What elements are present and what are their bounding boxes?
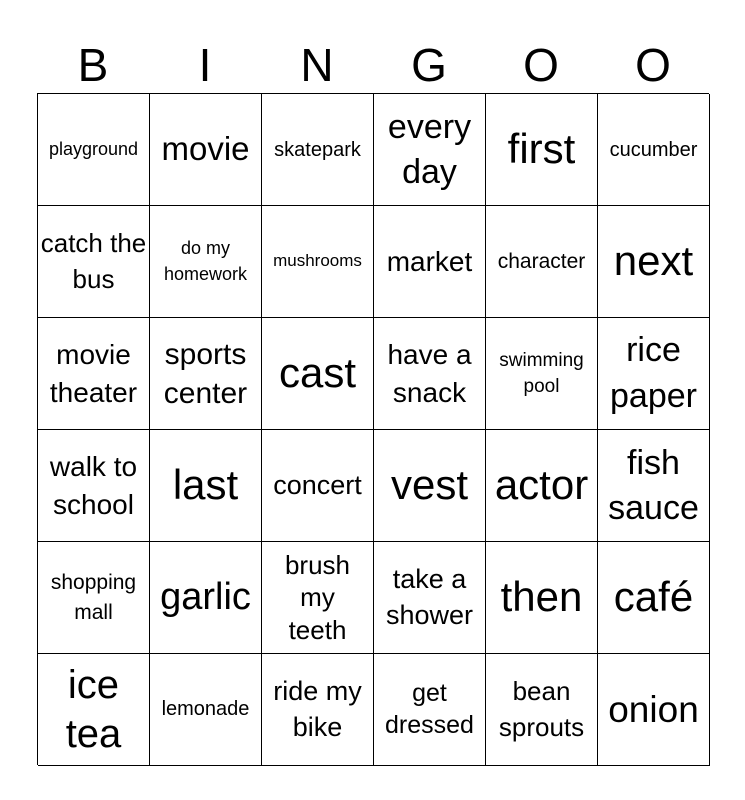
bingo-cell[interactable] <box>486 94 598 206</box>
bingo-board <box>37 93 709 765</box>
cell-text: skatepark <box>274 138 361 161</box>
cell-text: vest <box>390 461 469 509</box>
cell-text: have a snack <box>387 338 472 408</box>
bingo-cell[interactable] <box>374 318 486 430</box>
bingo-cell[interactable] <box>38 654 150 766</box>
bingo-cell[interactable] <box>374 206 486 318</box>
bingo-cell[interactable] <box>38 206 150 318</box>
bingo-cell[interactable] <box>150 318 262 430</box>
cell-text: walk to school <box>49 450 138 520</box>
cell-text: movie <box>161 130 250 168</box>
bingo-cell[interactable] <box>150 542 262 654</box>
bingo-cell[interactable] <box>486 542 598 654</box>
cell-text: market <box>386 245 473 277</box>
cell-text: café <box>613 573 694 621</box>
cell-text: mushrooms <box>273 251 362 271</box>
bingo-cell[interactable] <box>150 654 262 766</box>
cell-text: first <box>507 125 576 173</box>
bingo-cell[interactable] <box>38 318 150 430</box>
header-letter-o-2: O <box>635 39 671 91</box>
cell-text: every day <box>387 108 472 191</box>
cell-text: then <box>500 573 583 621</box>
header-letter-i: I <box>198 39 212 91</box>
cell-text: ride my bike <box>273 676 362 742</box>
bingo-cell[interactable] <box>262 542 374 654</box>
cell-text: shopping mall <box>50 571 137 624</box>
bingo-cell[interactable] <box>598 318 710 430</box>
cell-text: actor <box>494 461 589 509</box>
cell-text: next <box>613 237 694 285</box>
bingo-cell[interactable] <box>150 430 262 542</box>
bingo-cell[interactable] <box>150 94 262 206</box>
bingo-cell[interactable] <box>374 542 486 654</box>
cell-text: concert <box>273 470 362 501</box>
cell-text: cast <box>278 349 357 397</box>
cell-text: playground <box>48 139 139 160</box>
bingo-cell[interactable] <box>486 430 598 542</box>
cell-text: ice tea <box>65 662 122 756</box>
cell-text: fish sauce <box>608 444 699 527</box>
bingo-cell[interactable] <box>38 430 150 542</box>
bingo-cell[interactable] <box>262 206 374 318</box>
bingo-cell[interactable] <box>374 94 486 206</box>
bingo-cell[interactable] <box>38 94 150 206</box>
bingo-cell[interactable] <box>598 542 710 654</box>
cell-text: catch the bus <box>40 228 147 294</box>
header-letter-n: N <box>300 39 334 91</box>
cell-text: onion <box>608 688 699 730</box>
bingo-cell[interactable] <box>374 654 486 766</box>
bingo-cell[interactable] <box>262 94 374 206</box>
bingo-cell[interactable] <box>262 430 374 542</box>
bingo-cell[interactable] <box>598 206 710 318</box>
bingo-cell[interactable] <box>598 94 710 206</box>
cell-text: garlic <box>160 576 251 619</box>
bingo-cell[interactable] <box>150 206 262 318</box>
cell-text: take a shower <box>385 564 474 630</box>
header-letter-g: G <box>411 39 447 91</box>
bingo-cell[interactable] <box>38 542 150 654</box>
bingo-cell[interactable] <box>486 654 598 766</box>
cell-text: do my homework <box>163 237 248 284</box>
cell-text: get dressed <box>385 679 474 739</box>
bingo-cell[interactable] <box>486 318 598 430</box>
cell-text: lemonade <box>161 698 250 720</box>
bingo-cell[interactable] <box>486 206 598 318</box>
header-letter-b: B <box>77 39 109 91</box>
cell-text: bean sprouts <box>498 676 585 742</box>
cell-text: rice paper <box>610 330 697 415</box>
cell-text: movie theater <box>49 338 138 408</box>
bingo-cell[interactable] <box>598 654 710 766</box>
cell-text: swimming pool <box>499 349 584 397</box>
cell-text: sports center <box>163 337 248 410</box>
bingo-cell[interactable] <box>262 654 374 766</box>
bingo-cell[interactable] <box>598 430 710 542</box>
cell-text: cucumber <box>609 138 698 161</box>
bingo-cell[interactable] <box>262 318 374 430</box>
bingo-cell[interactable] <box>374 430 486 542</box>
cell-text: last <box>172 461 239 509</box>
header-letter-o: O <box>523 39 559 91</box>
cell-text: brush my teeth <box>284 549 351 645</box>
bingo-header <box>37 38 709 92</box>
cell-text: character <box>497 249 586 273</box>
